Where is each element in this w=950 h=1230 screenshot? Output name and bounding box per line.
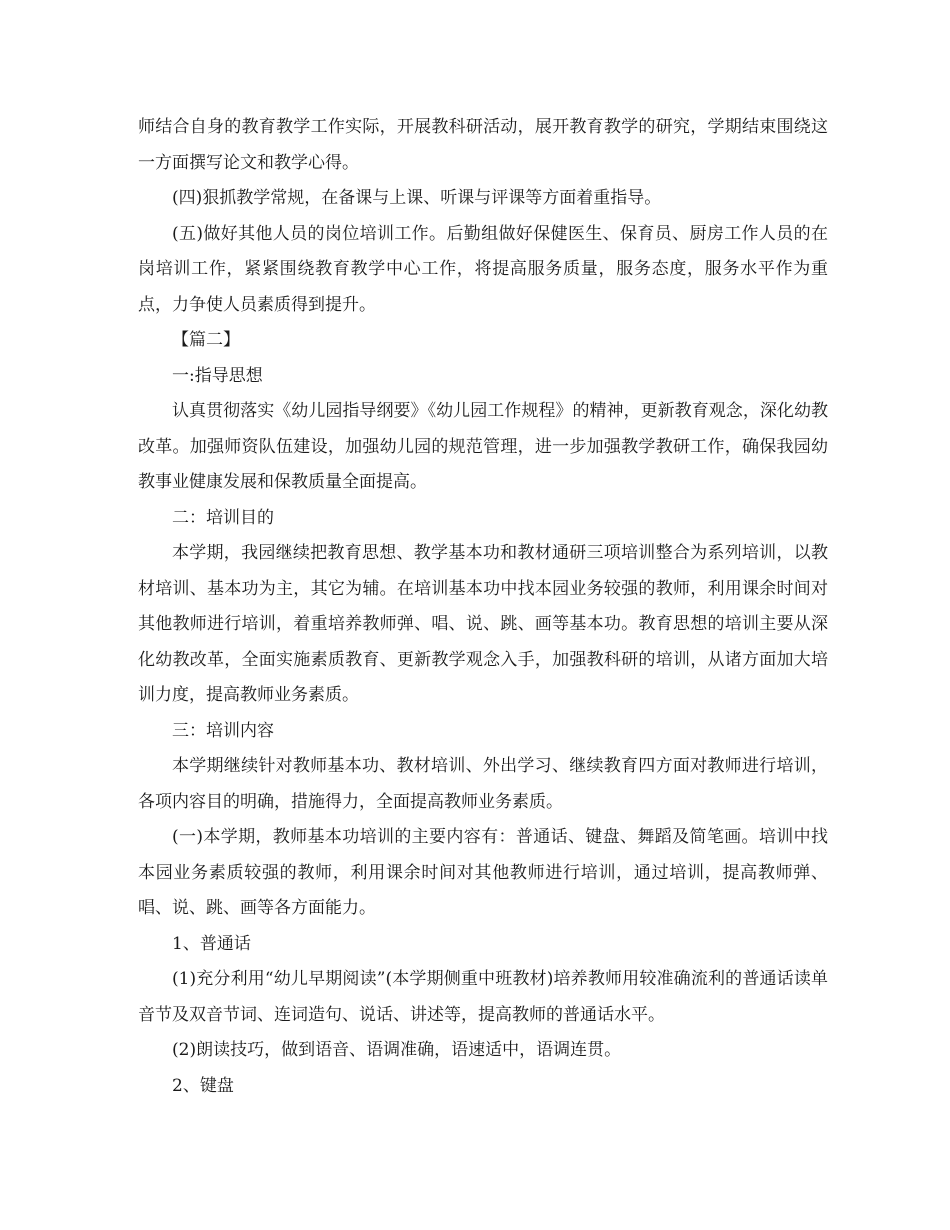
paragraph-mandarin-two: (2)朗读技巧，做到语音、语调准确，语速适中，语调连贯。 (172, 1040, 622, 1060)
heading-guiding-ideology: 一:指导思想 (172, 365, 263, 386)
paragraph-basic-skills: (一)本学期，教师基本功培训的主要内容有：普通话、键盘、舞蹈及简笔画。培训中找本园业务素质较强的教师，利用课余时间对其他教师进行培训，通过培训，提高教师弹、唱、说、跳、画等各方面能力。 (138, 827, 828, 918)
heading-keyboard: 2、键盘 (172, 1075, 234, 1096)
heading-training-purpose: 二：培训目的 (172, 507, 274, 528)
paragraph-guiding-ideology: 认真贯彻落实《幼儿园指导纲要》《幼儿园工作规程》的精神，更新教育观念，深化幼教改革。加强师资队伍建设，加强幼儿园的规范管理，进一步加强教学教研工作，确保我园幼教事业健康发展和保教质量全面提高。 (138, 401, 828, 492)
paragraph-mandarin-one: (1)充分利用“幼儿早期阅读”(本学期侧重中班教材)培养教师用较准确流利的普通话读单音节及双音节词、连词造句、说话、讲述等，提高教师的普通话水平。 (138, 969, 828, 1025)
paragraph-item-five: (五)做好其他人员的岗位培训工作。后勤组做好保健医生、保育员、厨房工作人员的在岗培训工作，紧紧围绕教育教学中心工作，将提高服务质量，服务态度，服务水平作为重点，力争使人员素质得到提升。 (138, 223, 828, 315)
heading-mandarin: 1、普通话 (172, 933, 251, 954)
paragraph-continuation: 师结合自身的教育教学工作实际，开展教科研活动，展开教育教学的研究，学期结束围绕这一方面撰写论文和教学心得。 (138, 117, 828, 173)
paragraph-item-four: (四)狠抓教学常规，在备课与上课、听课与评课等方面着重指导。 (172, 188, 662, 208)
section-heading-part-two: 【篇二】 (172, 330, 240, 350)
paragraph-training-purpose: 本学期，我园继续把教育思想、教学基本功和教材通研三项培训整合为系列培训，以教材培训、基本功为主，其它为辅。在培训基本功中找本园业务较强的教师，利用课余时间对其他教师进行培训，着重培养教师弹、唱、说、跳、画等基本功。教育思想的培训主要从深化幼教改革，全面实施素质教育、更新教学观念入手，加强教科研的培训，从诸方面加大培训力度，提高教师业务素质。 (138, 543, 828, 705)
heading-training-content: 三：培训内容 (172, 720, 274, 741)
document-body (138, 110, 828, 1104)
paragraph-training-content: 本学期继续针对教师基本功、教材培训、外出学习、继续教育四方面对教师进行培训，各项内容目的明确，措施得力，全面提高教师业务素质。 (138, 756, 828, 812)
